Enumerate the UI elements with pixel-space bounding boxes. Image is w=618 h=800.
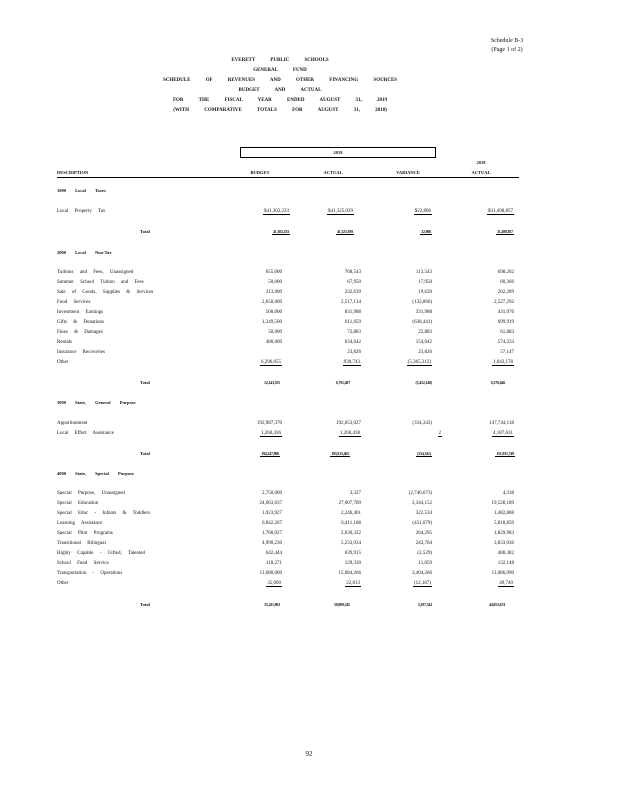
- row-label: Local Effort Assistance: [57, 431, 114, 436]
- cell-budget: 11,680,000: [259, 571, 282, 576]
- cell-actual: 6,411,188: [341, 521, 361, 526]
- cell-prior: 5,818,859: [494, 521, 514, 526]
- schedule-reference: [462, 37, 552, 55]
- cell-variance: (5,365,312): [407, 360, 431, 365]
- cell-variance: 113,543: [415, 270, 432, 275]
- total-label: Total: [140, 451, 150, 456]
- cell-variance: (2,746,673): [408, 491, 432, 496]
- cell-actual: 930,743: [343, 360, 360, 365]
- cell-actual: 831,988: [344, 310, 361, 315]
- cell-actual: 5,233,934: [341, 541, 361, 546]
- total-prior: 44,053,674: [488, 602, 505, 607]
- total-variance: (5,452,148): [415, 380, 432, 385]
- cell-budget: 35,000: [267, 581, 281, 586]
- schedule-line-1: Schedule B-3: [490, 38, 524, 44]
- cell-budget: 1,766,027: [262, 531, 282, 536]
- total-prior: 6,376,646: [490, 380, 505, 385]
- cell-actual: 67,950: [347, 280, 361, 285]
- total-prior: 31,498,857: [496, 229, 513, 234]
- row-label: Sale of Goods, Supplies & Services: [57, 290, 154, 295]
- cell-variance: 17,950: [418, 280, 432, 285]
- cell-variance: 264,295: [415, 531, 432, 536]
- title-line-1: EVERETT PUBLIC SCHOOLS: [231, 58, 329, 63]
- cell-budget: 313,000: [265, 290, 282, 295]
- row-label: Summer School Tuition and Fees: [57, 280, 144, 285]
- total-prior: 151,931,749: [496, 451, 514, 456]
- page-number: 92: [305, 750, 313, 758]
- row-label: Insurance Recoveries: [57, 350, 105, 355]
- cell-prior: 132,148: [497, 561, 514, 566]
- title-line-3: SCHEDULE OF REVENUES AND OTHER FINANCING SOURCES: [162, 78, 398, 83]
- cell-actual: 2,517,134: [341, 300, 361, 305]
- cell-prior: 147,744,118: [489, 421, 514, 426]
- cell-variance: 154,642: [415, 340, 432, 345]
- total-label: Total: [140, 602, 150, 607]
- cell-budget: 50,000: [268, 280, 282, 285]
- cell-actual: 332,639: [344, 290, 361, 295]
- title-line-4: BUDGET AND ACTUAL: [238, 88, 322, 93]
- cell-variance: 3,404,266: [412, 571, 432, 576]
- cell-prior: 11,086,090: [491, 571, 514, 576]
- cell-actual: 15,084,266: [338, 571, 361, 576]
- cell-actual: 129,330: [344, 561, 361, 566]
- cell-actual: 611,059: [344, 320, 361, 325]
- title-line-2: GENERAL FUND: [253, 68, 307, 73]
- cell-prior: 574,233: [497, 340, 514, 345]
- row-label: Local Property Tax: [57, 209, 106, 214]
- col-variance: VARIANCE: [396, 170, 420, 175]
- cell-actual: 23,826: [347, 350, 361, 355]
- cell-actual: 72,883: [347, 330, 361, 335]
- cell-budget: 642,444: [265, 551, 282, 556]
- cell-variance: 11,059: [418, 561, 432, 566]
- cell-variance: 23,826: [418, 350, 432, 355]
- row-label: Special Educ - Infants & Toddlers: [57, 511, 151, 516]
- col-budget: BUDGET: [250, 170, 270, 175]
- total-variance: 3,397,542: [417, 602, 432, 607]
- cell-actual: 639,915: [344, 551, 361, 556]
- cell-budget: 118,271: [265, 561, 282, 566]
- row-label: Special Pilot Programs: [57, 531, 113, 536]
- cell-budget: 24,663,637: [259, 501, 282, 506]
- cell-budget: 500,000: [265, 310, 282, 315]
- row-label: Food Services: [57, 300, 91, 305]
- row-label: Fines & Damages: [57, 330, 103, 335]
- row-label: Highly Capable - Gifted, Talented: [57, 551, 146, 556]
- cell-prior: $31,498,857: [488, 209, 513, 214]
- cell-actual: 192,653,027: [336, 421, 361, 426]
- cell-budget: 480,000: [265, 340, 282, 345]
- cell-budget: $41,302,233: [264, 209, 289, 214]
- total-actual: 58,809,345: [333, 602, 350, 607]
- cell-prior: 1,829,983: [494, 531, 514, 536]
- cell-variance: 2: [438, 431, 441, 436]
- total-actual: 41,325,039: [336, 229, 353, 234]
- cell-prior: 49,740: [499, 581, 513, 586]
- total-variance: 22,806: [421, 229, 431, 234]
- row-label: Transitional Bilingual: [57, 541, 106, 546]
- cell-actual: 634,642: [344, 340, 361, 345]
- cell-prior: 57,147: [500, 350, 514, 355]
- row-label: Gifts & Donations: [57, 320, 104, 325]
- cell-variance: 19,639: [418, 290, 432, 295]
- row-label: Apportionment: [57, 421, 88, 426]
- cell-actual: 27,007,789: [338, 501, 361, 506]
- cell-prior: 2,527,292: [494, 300, 514, 305]
- cell-budget: 6,296,055: [261, 360, 281, 365]
- cell-prior: 4,338: [502, 491, 514, 496]
- cell-prior: 4,187,631: [493, 431, 513, 436]
- total-budget: 194,247,806: [261, 451, 279, 456]
- total-actual: 6,791,407: [335, 380, 350, 385]
- cell-budget: 1,923,927: [262, 511, 282, 516]
- cell-budget: 655,000: [265, 270, 282, 275]
- cell-budget: 2,750,000: [262, 491, 282, 496]
- row-label: Special Education: [57, 501, 99, 506]
- cell-actual: 2,246,461: [341, 511, 361, 516]
- title-line-6: (WITH COMPARATIVE TOTALS FOR AUGUST 31, 2018): [173, 108, 387, 113]
- cell-variance: (12,187): [413, 581, 431, 586]
- cell-prior: 431,976: [497, 310, 514, 315]
- year-2018-label: 2018: [476, 160, 486, 165]
- cell-prior: 699,919: [497, 320, 514, 325]
- section-title-state-special: 4000 State, Special Purpose: [57, 471, 134, 476]
- total-actual: 193,913,465: [331, 451, 349, 456]
- cell-actual: $41,325,039: [328, 209, 353, 214]
- row-label: Rentals: [57, 340, 72, 345]
- cell-prior: 3,833,036: [494, 541, 514, 546]
- total-label: Total: [140, 380, 150, 385]
- schedule-line-2: (Page 1 of 2): [491, 47, 523, 53]
- cell-variance: 243,704: [415, 541, 432, 546]
- cell-budget: 192,987,370: [257, 421, 282, 426]
- cell-variance: (132,866): [412, 300, 432, 305]
- total-variance: (334,341): [417, 451, 431, 456]
- cell-budget: 2,650,000: [262, 300, 282, 305]
- col-actual-2018: ACTUAL: [471, 170, 491, 175]
- cell-budget: 6,842,267: [262, 521, 282, 526]
- col-description: DESCRIPTION: [57, 170, 89, 175]
- cell-prior: 1,482,888: [494, 511, 514, 516]
- cell-actual: 3,327: [349, 491, 361, 496]
- cell-prior: 202,289: [497, 290, 514, 295]
- cell-prior: 1,043,178: [493, 360, 513, 365]
- row-label: Other: [57, 581, 69, 586]
- cell-actual: 768,543: [344, 270, 361, 275]
- cell-variance: 322,534: [415, 511, 432, 516]
- row-label: School Food Service: [57, 561, 109, 566]
- section-title-state-general: 3000 State, General Purpose: [57, 400, 136, 405]
- col-actual: ACTUAL: [323, 170, 343, 175]
- cell-budget: 4,990,230: [262, 541, 282, 546]
- row-label: Other: [57, 360, 69, 365]
- total-budget: 55,411,803: [264, 602, 280, 607]
- cell-variance: (2,529): [417, 551, 432, 556]
- row-label: Special Purpose, Unassigned: [57, 491, 125, 496]
- cell-budget: 50,000: [268, 330, 282, 335]
- cell-variance: $22,806: [414, 209, 431, 214]
- row-label: Investment Earnings: [57, 310, 104, 315]
- cell-actual: 2,030,322: [341, 531, 361, 536]
- header-rule: [57, 177, 519, 178]
- year-2019-label: 2019: [333, 150, 343, 155]
- cell-variance: 2,344,152: [412, 501, 432, 506]
- total-label: Total: [140, 229, 150, 234]
- cell-prior: 19,528,189: [491, 501, 514, 506]
- row-label: Tuitions and Fees, Unassigned: [57, 270, 134, 275]
- cell-variance: (334,343): [412, 421, 432, 426]
- cell-variance: 22,883: [418, 330, 432, 335]
- row-label: Transportation - Operations: [57, 571, 123, 576]
- cell-variance: 331,988: [415, 310, 432, 315]
- cell-variance: (638,441): [412, 320, 432, 325]
- total-budget: 12,243,555: [263, 380, 280, 385]
- cell-actual: 1,260,438: [340, 431, 360, 436]
- title-line-5: FOR THE FISCAL YEAR ENDED AUGUST 31, 2019: [172, 98, 388, 103]
- cell-actual: 22,813: [346, 581, 360, 586]
- row-label: Learning Assistance: [57, 521, 103, 526]
- section-title-local-non-tax: 2000 Local Non-Tax: [57, 250, 112, 255]
- cell-budget: 1,260,436: [261, 431, 281, 436]
- section-title-local-taxes: 1000 Local Taxes: [57, 188, 106, 193]
- year-2019-header-box: [240, 147, 436, 158]
- cell-variance: (431,079): [412, 521, 432, 526]
- cell-budget: 1,249,500: [262, 320, 282, 325]
- cell-prior: 61,883: [500, 330, 514, 335]
- cell-prior: 698,262: [497, 270, 514, 275]
- total-budget: 41,302,233: [272, 229, 289, 234]
- cell-prior: 488,382: [497, 551, 514, 556]
- cell-prior: 80,366: [500, 280, 514, 285]
